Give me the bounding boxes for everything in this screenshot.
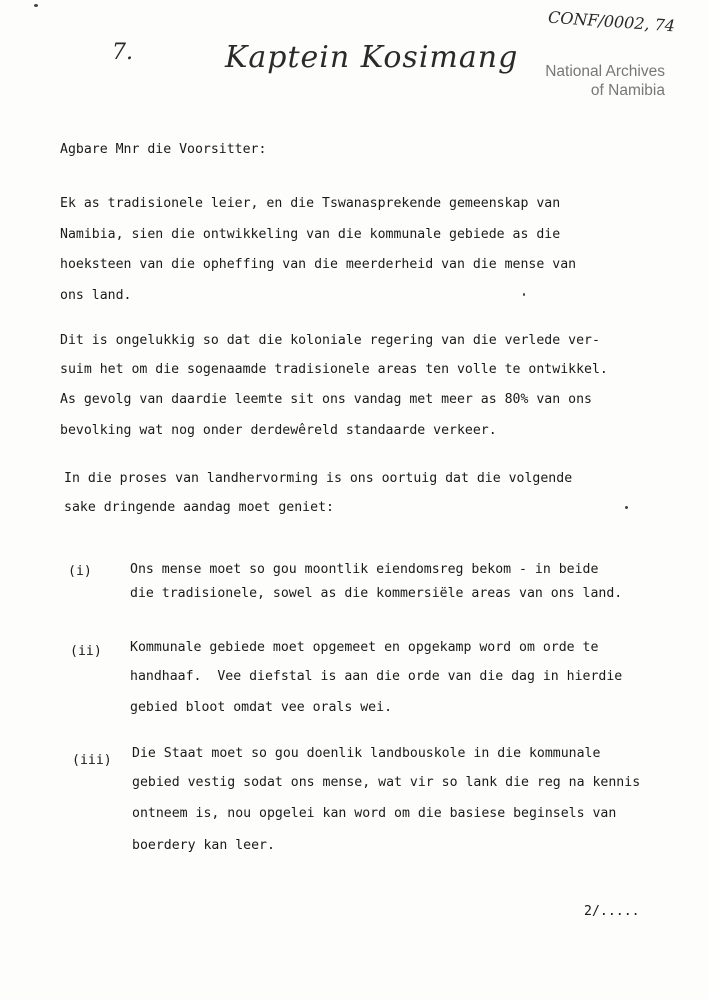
list-item-line: gebied vestig sodat ons mense, wat vir so lank die reg na kennis [132,775,641,790]
handwritten-number: 7. [112,40,133,65]
stamp-line-2: of Namibia [590,82,665,99]
list-item-line: Kommunale gebiede moet opgemeet en opgekamp word om orde te [130,640,599,655]
list-item-marker: (i) [68,564,92,579]
paragraph-line: bevolking wat nog onder derdewêreld standaarde verkeer. [60,423,497,438]
list-item-line: boerdery kan leer. [132,838,275,853]
handwritten-title: Kaptein Kosimang [225,40,519,75]
paragraph-line: sake dringende aandag moet geniet: [64,500,334,515]
paragraph-line: Namibia, sien die ontwikkeling van die kommunale gebiede as die [60,227,561,242]
list-item-line: ontneem is, nou opgelei kan word om die basiese beginsels van [132,806,617,821]
list-item-line: die tradisionele, sowel as die kommersiële areas van ons land. [130,586,623,601]
paragraph-line: Ek as tradisionele leier, en die Tswanasprekende gemeenskap van [60,196,561,211]
archive-reference: CONF/0002, 74 [547,7,676,36]
scan-speck [523,293,525,296]
list-item-line: gebied bloot omdat vee orals wei. [130,700,393,715]
paragraph-line: As gevolg van daardie leemte sit ons vandag met meer as 80% van ons [60,392,592,407]
paragraph-line: In die proses van landhervorming is ons oortuig dat die volgende [64,471,573,486]
stamp-line-1: National Archives [545,63,665,80]
list-item-line: Die Staat moet so gou doenlik landbouskole in die kommunale [132,746,601,761]
paragraph-line: Dit is ongelukkig so dat die koloniale regering van die verlede ver- [60,333,600,348]
list-item-marker: (iii) [72,753,112,768]
scan-speck [34,4,38,7]
list-item-line: handhaaf. Vee diefstal is aan die orde van die dag in hierdie [130,669,623,684]
salutation: Agbare Mnr die Voorsitter: [60,142,267,157]
archive-stamp [505,62,665,100]
paragraph-line: suim het om die sogenaamde tradisionele areas ten volle te ontwikkel. [60,362,608,377]
list-item-marker: (ii) [70,644,102,659]
paragraph-line: ons land. [60,288,132,303]
paragraph-line: hoeksteen van die opheffing van die meerderheid van die mense van [60,257,577,272]
page-continuation: 2/..... [584,904,640,919]
scan-speck [625,506,628,509]
list-item-line: Ons mense moet so gou moontlik eiendomsreg bekom - in beide [130,562,599,577]
